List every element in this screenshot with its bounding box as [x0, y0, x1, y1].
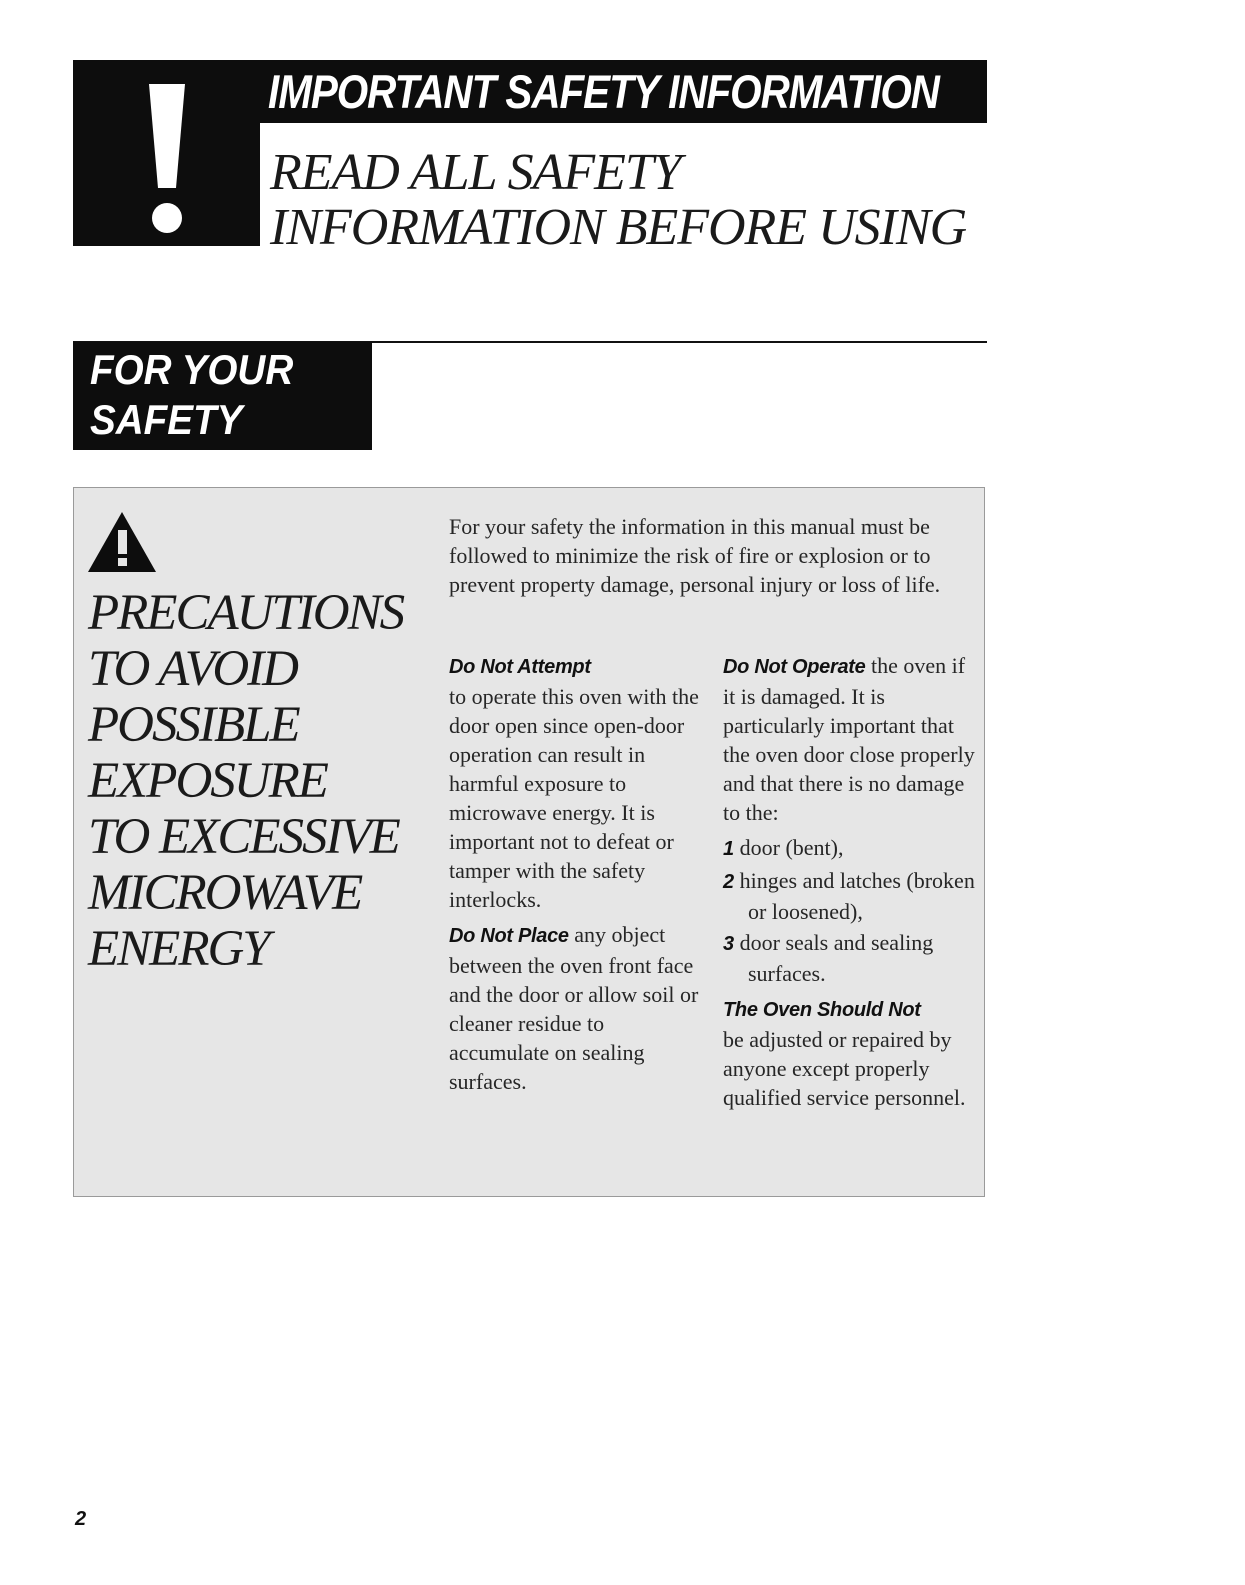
precautions-line: TO AVOID: [88, 641, 297, 697]
do-not-attempt-paragraph: [449, 651, 699, 914]
list-number: 1: [723, 838, 735, 860]
page-title: IMPORTANT SAFETY INFORMATION: [268, 65, 939, 118]
list-number: 3: [723, 933, 735, 955]
paragraph-lead: Do Not Attempt: [449, 656, 591, 678]
precautions-line: MICROWAVE: [88, 865, 362, 921]
precautions-line: TO EXCESSIVE: [88, 809, 399, 865]
right-column: [723, 651, 978, 1118]
intro-paragraph: For your safety the information in this manual must be followed to minimize the risk of fire or explosion or to prevent property damage, personal injury or loss of life.: [449, 514, 941, 597]
list-item-text: door seals and sealing surfaces.: [739, 930, 934, 986]
paragraph-lead: Do Not Operate: [723, 656, 866, 678]
list-item-text: hinges and latches (broken or loosened),: [739, 868, 975, 924]
do-not-place-paragraph: [449, 920, 699, 1096]
paragraph-lead: The Oven Should Not: [723, 999, 921, 1021]
subtitle-line-2: INFORMATION BEFORE USING: [270, 199, 967, 256]
list-number: 2: [723, 871, 735, 893]
precautions-line: PRECAUTIONS: [88, 585, 404, 641]
page-number: 2: [75, 1508, 87, 1530]
precautions-line: ENERGY: [88, 921, 269, 977]
exclamation-icon: [73, 60, 260, 246]
left-column: [449, 651, 699, 1102]
subtitle-line-1: READ ALL SAFETY: [270, 144, 681, 201]
warning-triangle-icon: [86, 510, 158, 574]
do-not-operate-paragraph: [723, 651, 978, 827]
oven-should-not-paragraph: [723, 994, 978, 1112]
precautions-line: EXPOSURE: [88, 753, 327, 809]
paragraph-lead: Do Not Place: [449, 925, 569, 947]
paragraph-text: any object between the oven front face and the door or allow soil or cleaner residue to accumulate on sealing surfaces.: [449, 922, 699, 1094]
list-item: [723, 866, 978, 926]
paragraph-text: be adjusted or repaired by anyone except properly qualified service personnel.: [723, 1027, 966, 1110]
list-item-text: door (bent),: [739, 835, 844, 860]
precautions-line: POSSIBLE: [88, 697, 299, 753]
precautions-heading: [88, 585, 428, 977]
list-item: [723, 928, 978, 988]
list-item: [723, 833, 978, 864]
paragraph-text: to operate this oven with the door open since open-door operation can result in harmful exposure to microwave energy. It is important not to defeat or tamper with the safety interlocks.: [449, 684, 699, 912]
paragraph-text: the oven if it is damaged. It is particularly important that the oven door close properly and that there is no damage to the:: [723, 653, 975, 825]
damage-list: [723, 833, 978, 988]
section-title: FOR YOUR SAFETY: [90, 346, 294, 443]
